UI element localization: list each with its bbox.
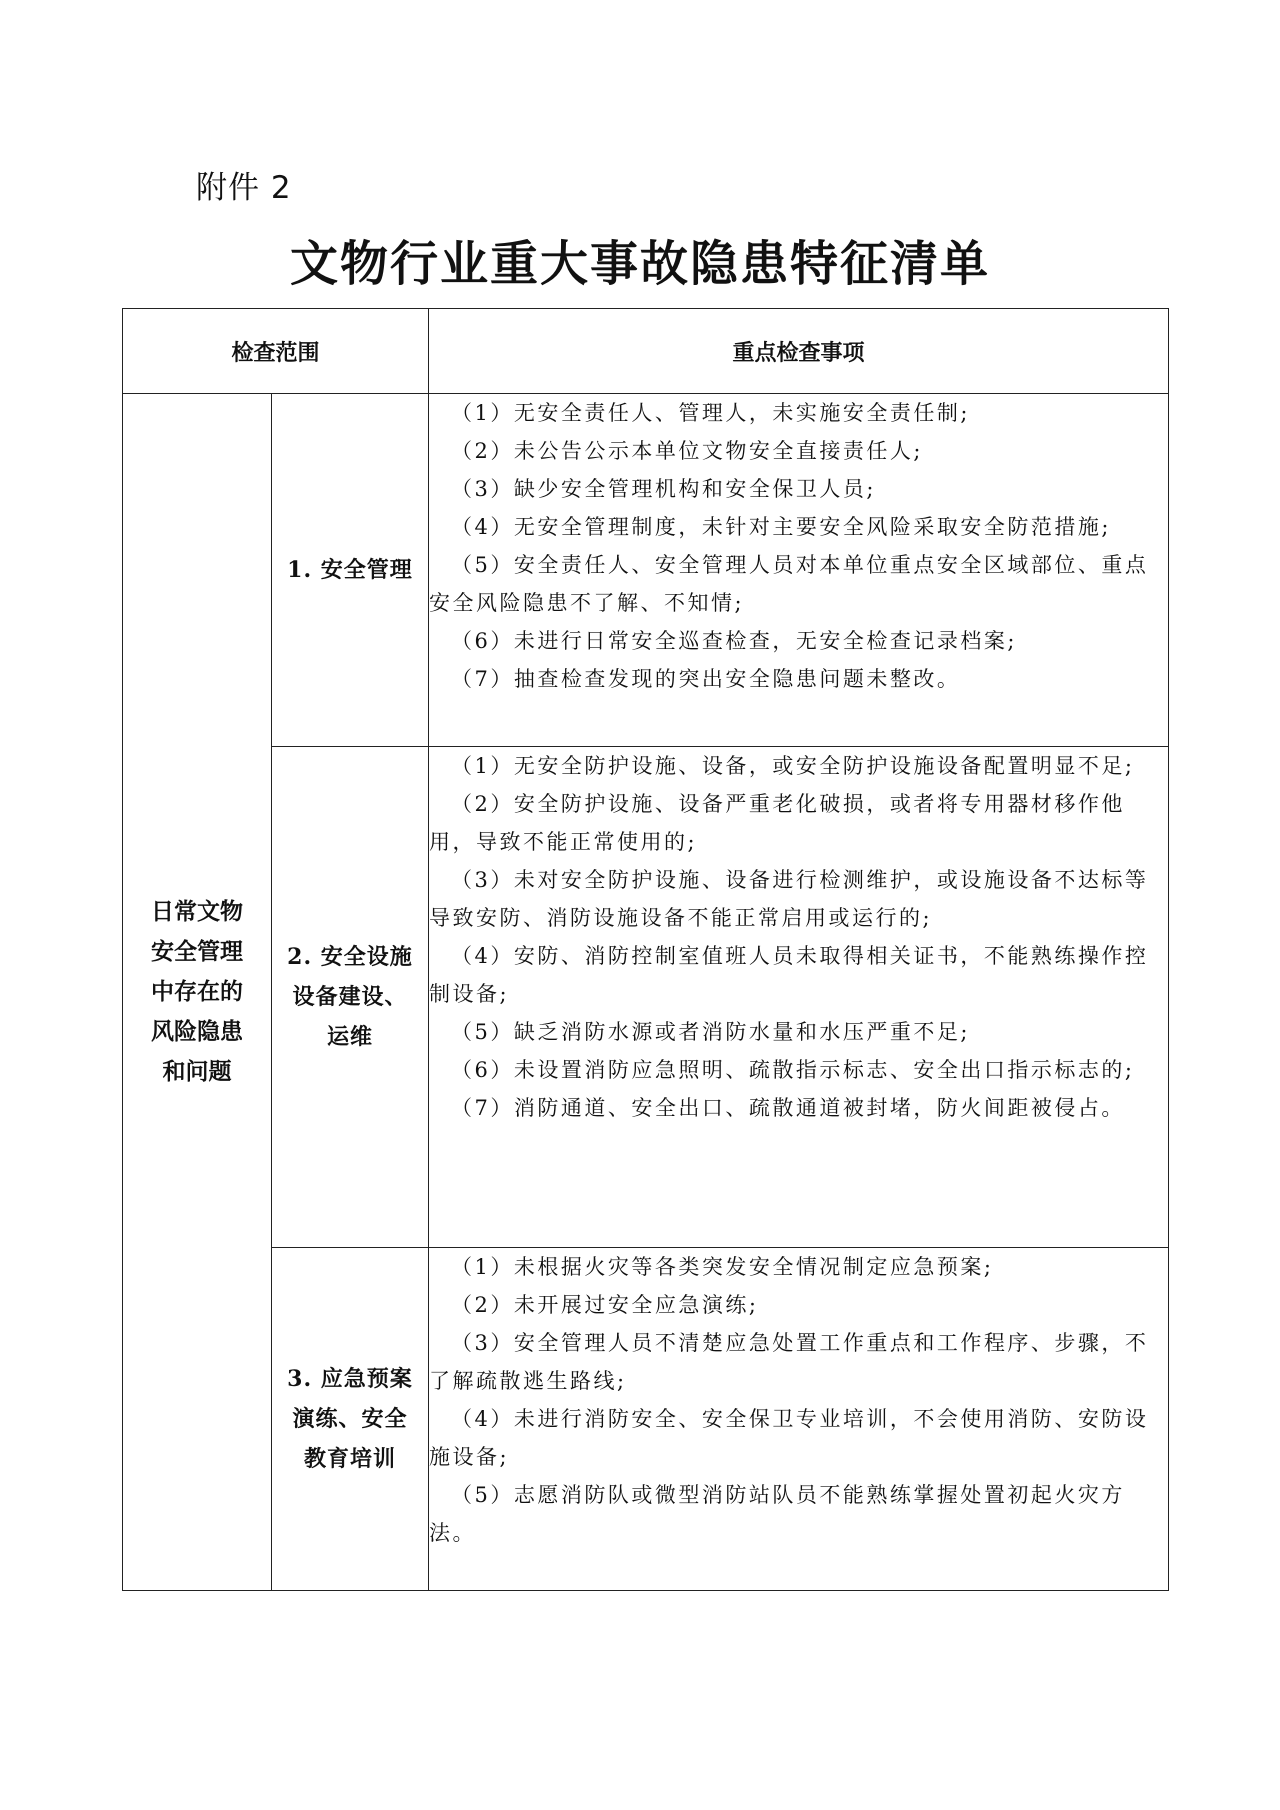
items-cell — [429, 747, 1169, 1248]
scope-cell — [123, 394, 272, 1591]
checklist-item: （7）消防通道、安全出口、疏散通道被封堵，防火间距被侵占。 — [451, 1096, 1125, 1120]
checklist-item: （1）无安全防护设施、设备，或安全防护设施设备配置明显不足; — [451, 754, 1135, 778]
table-row-facilities — [123, 747, 1169, 1248]
document-title: 文物行业重大事故隐患特征清单 — [289, 236, 990, 292]
category-label: 3. 应急预案演练、安全教育培训 — [287, 1366, 413, 1472]
scope-label: 日常文物安全管理中存在的风险隐患和问题 — [151, 899, 243, 1085]
table-row-safety-management — [123, 394, 1169, 747]
checklist-item: （3）安全管理人员不清楚应急处置工作重点和工作程序、步骤，不了解疏散逃生路线; — [429, 1331, 1149, 1393]
table-row-emergency-training — [123, 1248, 1169, 1591]
column-header-items: 重点检查事项 — [429, 309, 1169, 394]
checklist-item: （2）未公告公示本单位文物安全直接责任人; — [451, 439, 923, 463]
attachment-label: 附件 2 — [196, 170, 292, 206]
checklist-item: （2）未开展过安全应急演练; — [451, 1293, 759, 1317]
category-label: 1. 安全管理 — [287, 557, 413, 583]
checklist-item: （6）未进行日常安全巡查检查，无安全检查记录档案; — [451, 629, 1017, 653]
checklist-item: （4）安防、消防控制室值班人员未取得相关证书，不能熟练操作控制设备; — [429, 944, 1149, 1006]
column-header-scope: 检查范围 — [123, 309, 429, 394]
checklist-item: （3）缺少安全管理机构和安全保卫人员; — [451, 477, 876, 501]
checklist-item: （4）未进行消防安全、安全保卫专业培训，不会使用消防、安防设施设备; — [429, 1407, 1149, 1469]
category-cell — [272, 747, 429, 1248]
checklist-item: （1）无安全责任人、管理人，未实施安全责任制; — [451, 401, 970, 425]
checklist-item: （6）未设置消防应急照明、疏散指示标志、安全出口指示标志的; — [451, 1058, 1135, 1082]
checklist-item: （4）无安全管理制度，未针对主要安全风险采取安全防范措施; — [451, 515, 1111, 539]
items-cell — [429, 394, 1169, 747]
checklist-item: （1）未根据火灾等各类突发安全情况制定应急预案; — [451, 1255, 994, 1279]
category-cell — [272, 1248, 429, 1591]
category-cell — [272, 394, 429, 747]
checklist-item: （2）安全防护设施、设备严重老化破损，或者将专用器材移作他用，导致不能正常使用的; — [429, 792, 1125, 854]
hazard-checklist-table — [122, 308, 1169, 1591]
items-cell — [429, 1248, 1169, 1591]
checklist-item: （5）安全责任人、安全管理人员对本单位重点安全区域部位、重点安全风险隐患不了解、不知情; — [429, 553, 1149, 615]
checklist-item: （3）未对安全防护设施、设备进行检测维护，或设施设备不达标等导致安防、消防设施设备不能正常启用或运行的; — [429, 868, 1149, 930]
table-header-row — [123, 309, 1169, 394]
category-label: 2. 安全设施设备建设、运维 — [287, 944, 413, 1050]
checklist-item: （7）抽查检查发现的突出安全隐患问题未整改。 — [451, 667, 961, 691]
checklist-item: （5）志愿消防队或微型消防站队员不能熟练掌握处置初起火灾方法。 — [429, 1483, 1125, 1545]
checklist-item: （5）缺乏消防水源或者消防水量和水压严重不足; — [451, 1020, 970, 1044]
